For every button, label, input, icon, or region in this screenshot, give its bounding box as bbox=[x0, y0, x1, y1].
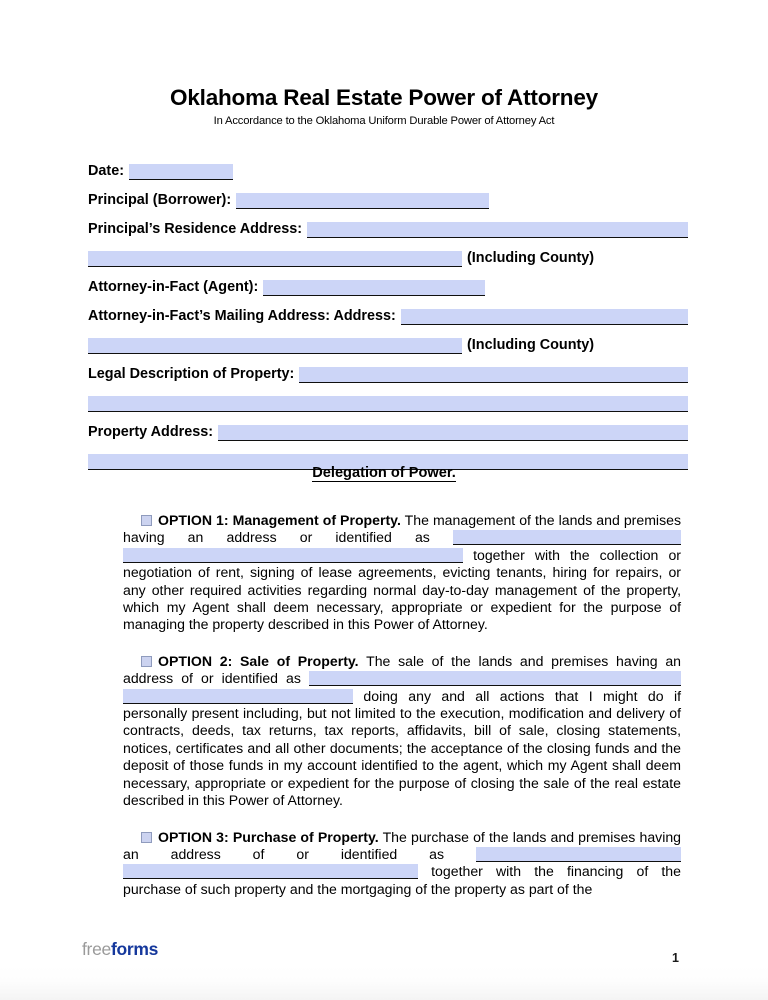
date-input[interactable] bbox=[129, 164, 233, 180]
page-title: Oklahoma Real Estate Power of Attorney bbox=[170, 85, 598, 110]
property-address-input-line1[interactable] bbox=[218, 425, 688, 441]
form-row-principal bbox=[88, 189, 688, 209]
form-fields-block bbox=[88, 160, 688, 479]
option-1-blank-line2[interactable] bbox=[123, 548, 463, 563]
principal-residence-input[interactable] bbox=[307, 222, 688, 238]
option-2-text-before: The sale of the lands and premises having an address of or identified as bbox=[123, 652, 681, 687]
option-1-text-before: The management of the lands and premises having an address or identified as bbox=[123, 512, 681, 546]
delegation-options bbox=[123, 512, 681, 917]
principal-input[interactable] bbox=[236, 193, 489, 209]
page-bottom-edge bbox=[0, 966, 768, 1000]
option-3 bbox=[123, 829, 681, 899]
option-3-text-after: together with the financing of the purchase of such property and the mortgaging of the property as part of the bbox=[123, 863, 681, 897]
option-3-title: OPTION 3: Purchase of Property. bbox=[158, 828, 379, 845]
principal-residence-label: Principal’s Residence Address: bbox=[88, 221, 303, 237]
form-row-attorney-in-fact bbox=[88, 276, 688, 296]
option-2-title: OPTION 2: Sale of Property. bbox=[158, 652, 359, 669]
option-1 bbox=[123, 512, 681, 634]
delegation-of-power-heading bbox=[0, 465, 768, 481]
option-2-blank-line2[interactable] bbox=[123, 689, 353, 704]
including-county-note-2: (Including County) bbox=[467, 337, 595, 353]
form-row-property-address bbox=[88, 421, 688, 441]
logo-text-free: free bbox=[82, 939, 111, 959]
option-3-checkbox[interactable] bbox=[141, 832, 152, 843]
form-row-legal-description bbox=[88, 363, 688, 383]
option-2-text-after: doing any and all actions that I might do if personally present including, but not limited to the execution, modification and delivery of contracts, deeds, tax returns, tax reports, affidavits, bill of sale, closing statements, notices, certificates and all other documents; the acceptance of the closing funds and the deposit of those funds in my account identified to the agent, which my Agent shall deem necessary, appropriate or expedient for the purpose of closing the sale of the real estate described in this Power of Attorney. bbox=[123, 687, 681, 809]
option-2-blank-line1[interactable] bbox=[309, 671, 681, 686]
form-row-attorney-mailing-county bbox=[88, 334, 688, 354]
option-1-title: OPTION 1: Management of Property. bbox=[158, 512, 401, 528]
option-2 bbox=[123, 653, 681, 810]
option-3-text-before: The purchase of the lands and premises having an address of or identified as bbox=[123, 828, 682, 862]
attorney-mailing-county-input[interactable] bbox=[88, 338, 462, 354]
option-3-blank-line2[interactable] bbox=[123, 864, 418, 879]
property-address-label: Property Address: bbox=[88, 424, 214, 440]
option-1-text-after: together with the collection or negotiation of rent, signing of lease agreements, evicting tenants, hiring for repairs, or any other required activities regarding normal day-to-day management of the property, which my Agent shall deem necessary, appropriate or expedient for the purpose of managing the property described in this Power of Attorney. bbox=[123, 546, 681, 633]
attorney-mailing-label: Attorney-in-Fact’s Mailing Address: Address: bbox=[88, 308, 396, 324]
attorney-in-fact-label: Attorney-in-Fact (Agent): bbox=[88, 279, 259, 295]
including-county-note-1: (Including County) bbox=[467, 250, 595, 266]
option-1-blank-line1[interactable] bbox=[453, 530, 681, 545]
page-subtitle: In Accordance to the Oklahoma Uniform Durable Power of Attorney Act bbox=[213, 114, 555, 127]
option-3-blank-line1[interactable] bbox=[476, 847, 681, 862]
option-1-checkbox[interactable] bbox=[141, 515, 152, 526]
logo-text-forms: forms bbox=[110, 939, 159, 959]
attorney-in-fact-input[interactable] bbox=[263, 280, 485, 296]
page-number: 1 bbox=[672, 951, 679, 965]
form-row-legal-description-line2 bbox=[88, 392, 688, 412]
legal-description-label: Legal Description of Property: bbox=[88, 366, 295, 382]
attorney-mailing-input[interactable] bbox=[401, 309, 688, 325]
form-row-attorney-mailing bbox=[88, 305, 688, 325]
form-row-date bbox=[88, 160, 688, 180]
legal-description-input-line1[interactable] bbox=[299, 367, 688, 383]
form-row-principal-residence-county bbox=[88, 247, 688, 267]
freeforms-logo bbox=[82, 939, 158, 960]
date-label: Date: bbox=[88, 163, 124, 179]
legal-description-input-line2[interactable] bbox=[88, 396, 688, 412]
option-2-checkbox[interactable] bbox=[141, 656, 152, 667]
form-row-principal-residence bbox=[88, 218, 688, 238]
principal-residence-county-input[interactable] bbox=[88, 251, 462, 267]
delegation-heading-text: Delegation of Power. bbox=[312, 465, 456, 481]
principal-label: Principal (Borrower): bbox=[88, 192, 232, 208]
